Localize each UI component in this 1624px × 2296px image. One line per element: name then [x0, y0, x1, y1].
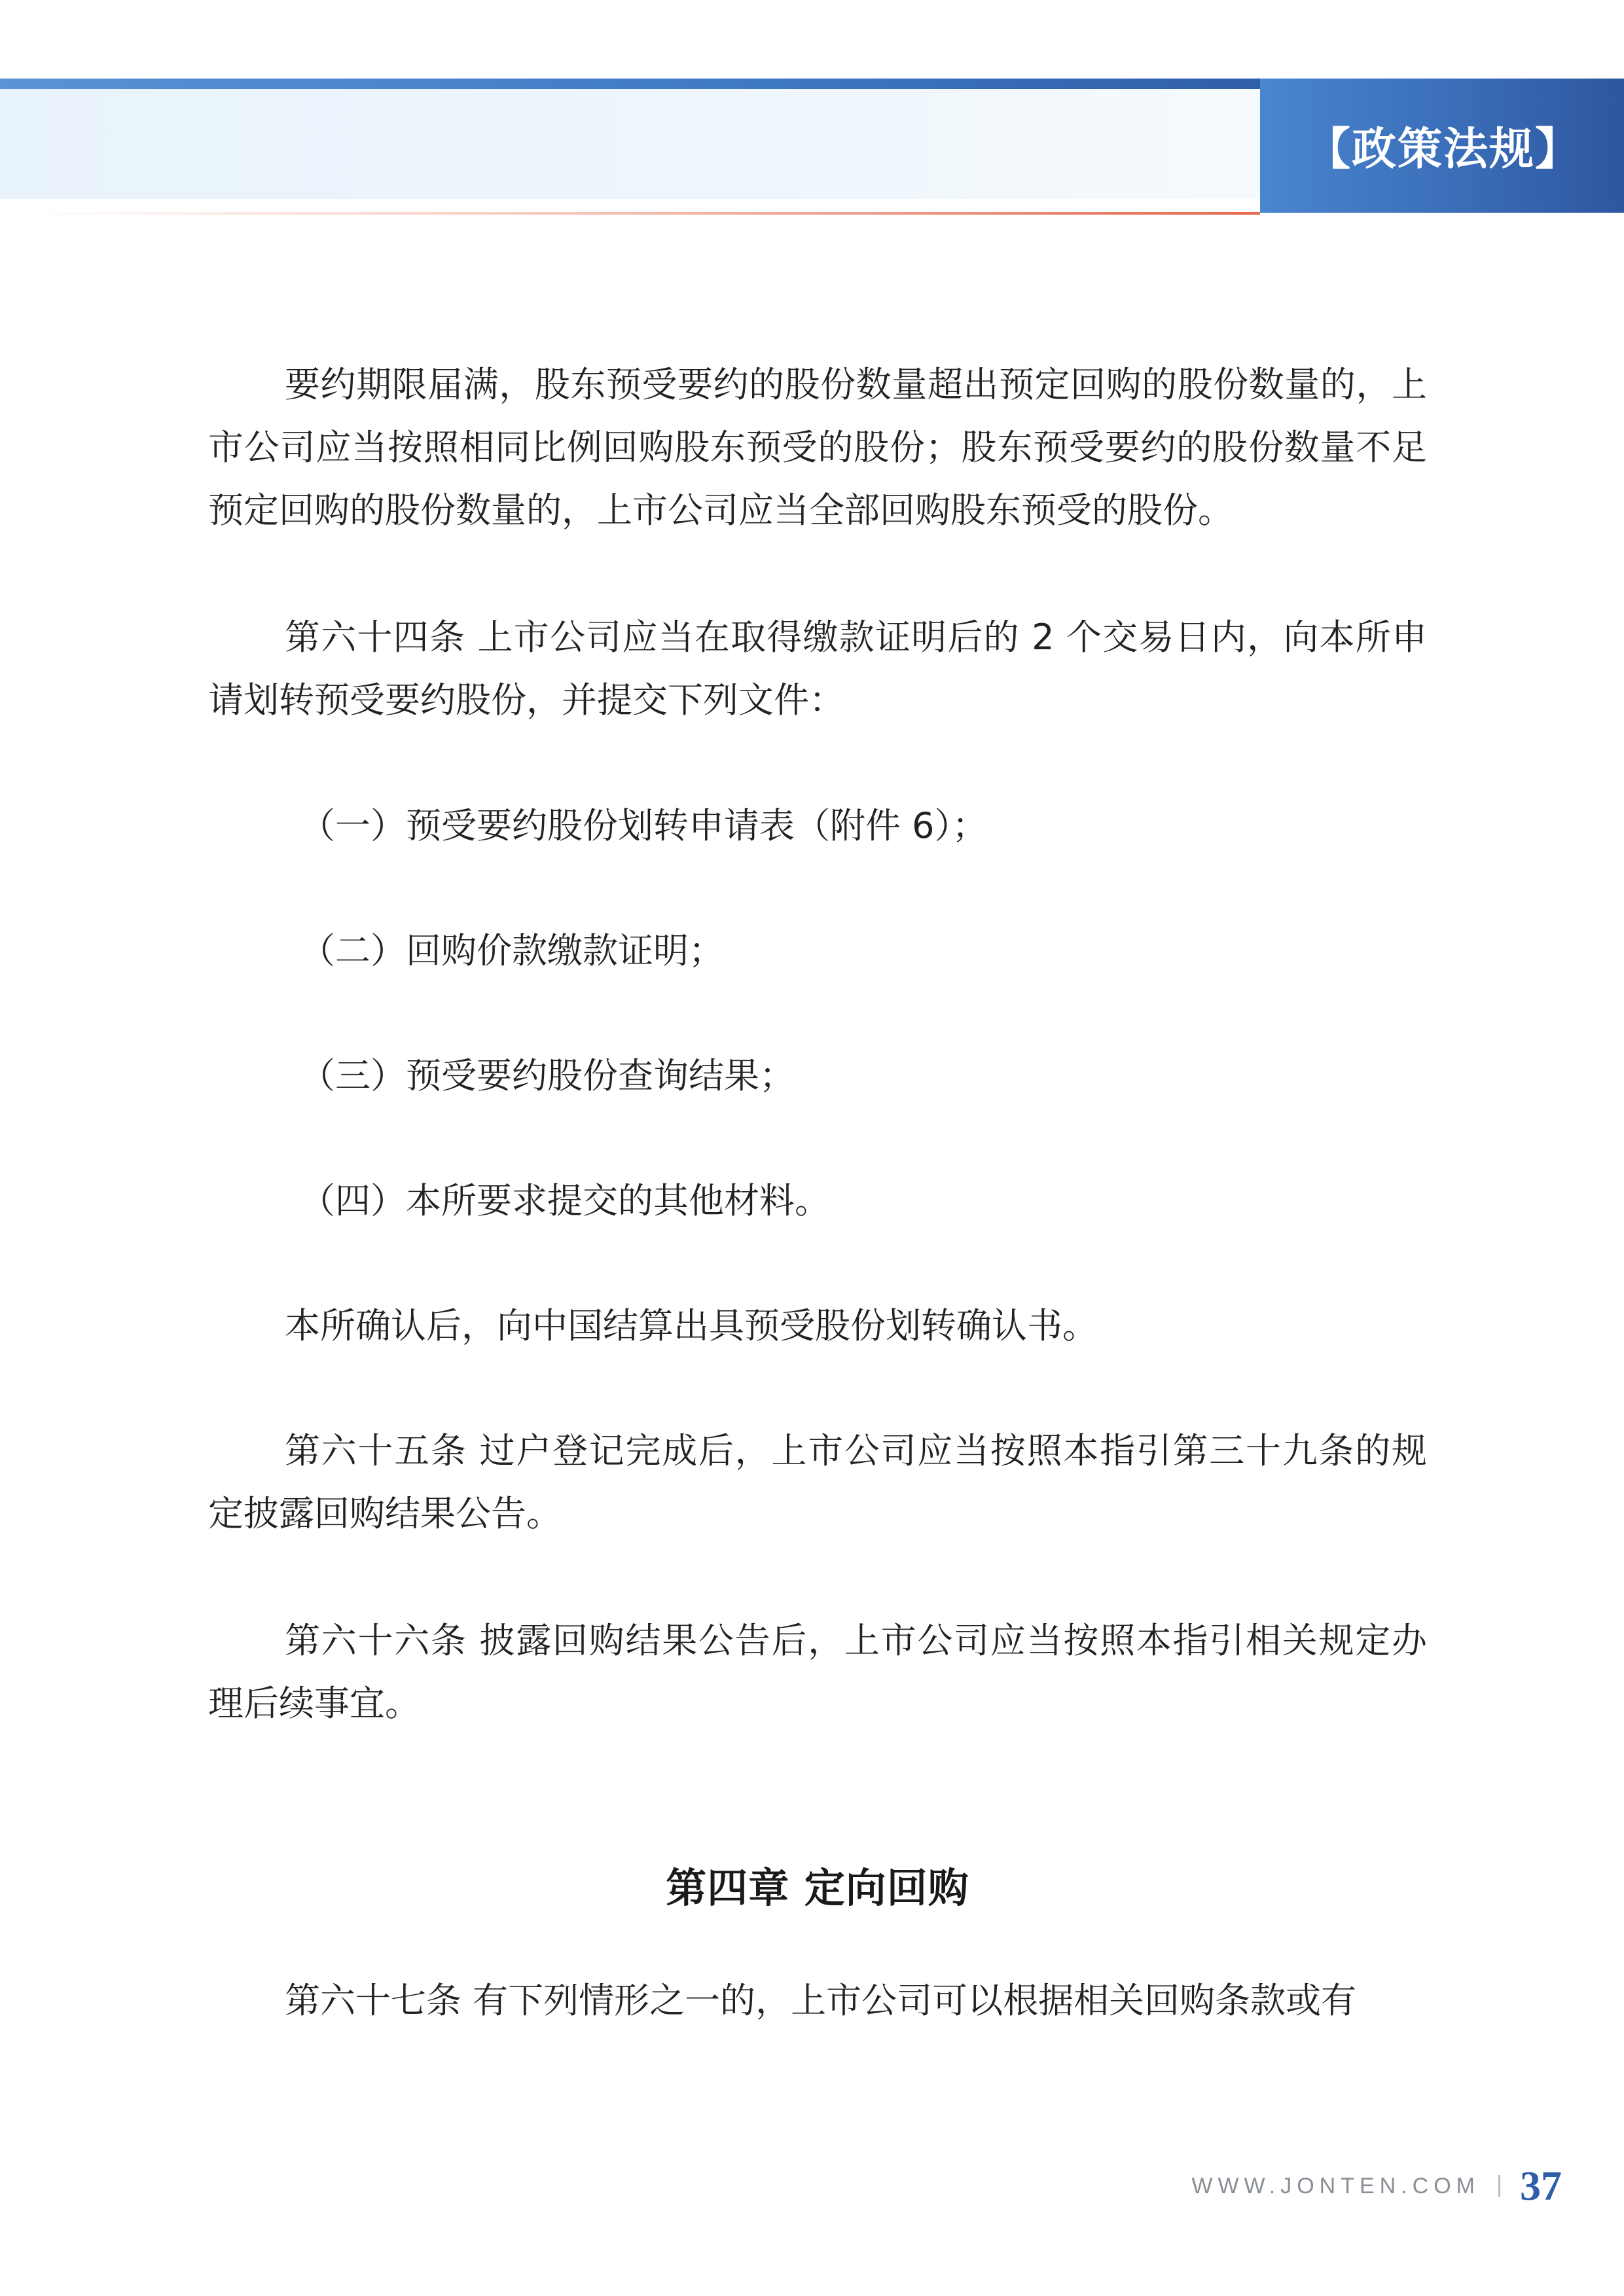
list-item: （三）预受要约股份查询结果；	[300, 1055, 795, 1096]
list-item: （二）回购价款缴款证明；	[300, 930, 724, 971]
page-header	[0, 79, 1624, 213]
page-number: 37	[1520, 2162, 1562, 2209]
chapter-title: 第四章 定向回购	[666, 1864, 969, 1912]
header-top-stripe	[0, 79, 1260, 89]
section-tab	[1260, 79, 1624, 213]
article-65: 第六十五条 过户登记完成后，上市公司应当按照本指引第三十九条的规定披露回购结果公告。	[208, 1430, 1427, 1534]
article-66: 第六十六条 披露回购结果公告后，上市公司应当按照本指引相关规定办理后续事宜。	[208, 1620, 1427, 1724]
list-item: （四）本所要求提交的其他材料。	[300, 1180, 830, 1221]
list-item: （一）预受要约股份划转申请表（附件 6）；	[300, 805, 988, 846]
section-label: 【政策法规】	[1306, 123, 1581, 175]
header-light-band	[0, 89, 1260, 199]
page-footer	[1191, 2160, 1562, 2212]
document-body	[208, 353, 1427, 2032]
article-67: 第六十七条 有下列情形之一的，上市公司可以根据相关回购条款或有	[285, 1980, 1357, 2021]
header-accent-line	[26, 212, 1260, 215]
footer-divider	[1498, 2175, 1500, 2197]
article-64: 第六十四条 上市公司应当在取得缴款证明后的 2 个交易日内，向本所申请划转预受要约股份，并提交下列文件：	[208, 617, 1427, 721]
confirmation-paragraph: 本所确认后，向中国结算出具预受股份划转确认书。	[285, 1305, 1098, 1346]
footer-website: WWW.JONTEN.COM	[1191, 2173, 1480, 2198]
paragraph-tender-offer-expiry: 要约期限届满，股东预受要约的股份数量超出预定回购的股份数量的，上市公司应当按照相同比例回购股东预受的股份；股东预受要约的股份数量不足预定回购的股份数量的，上市公司应当全部回购股东预受的股份。	[208, 364, 1427, 531]
